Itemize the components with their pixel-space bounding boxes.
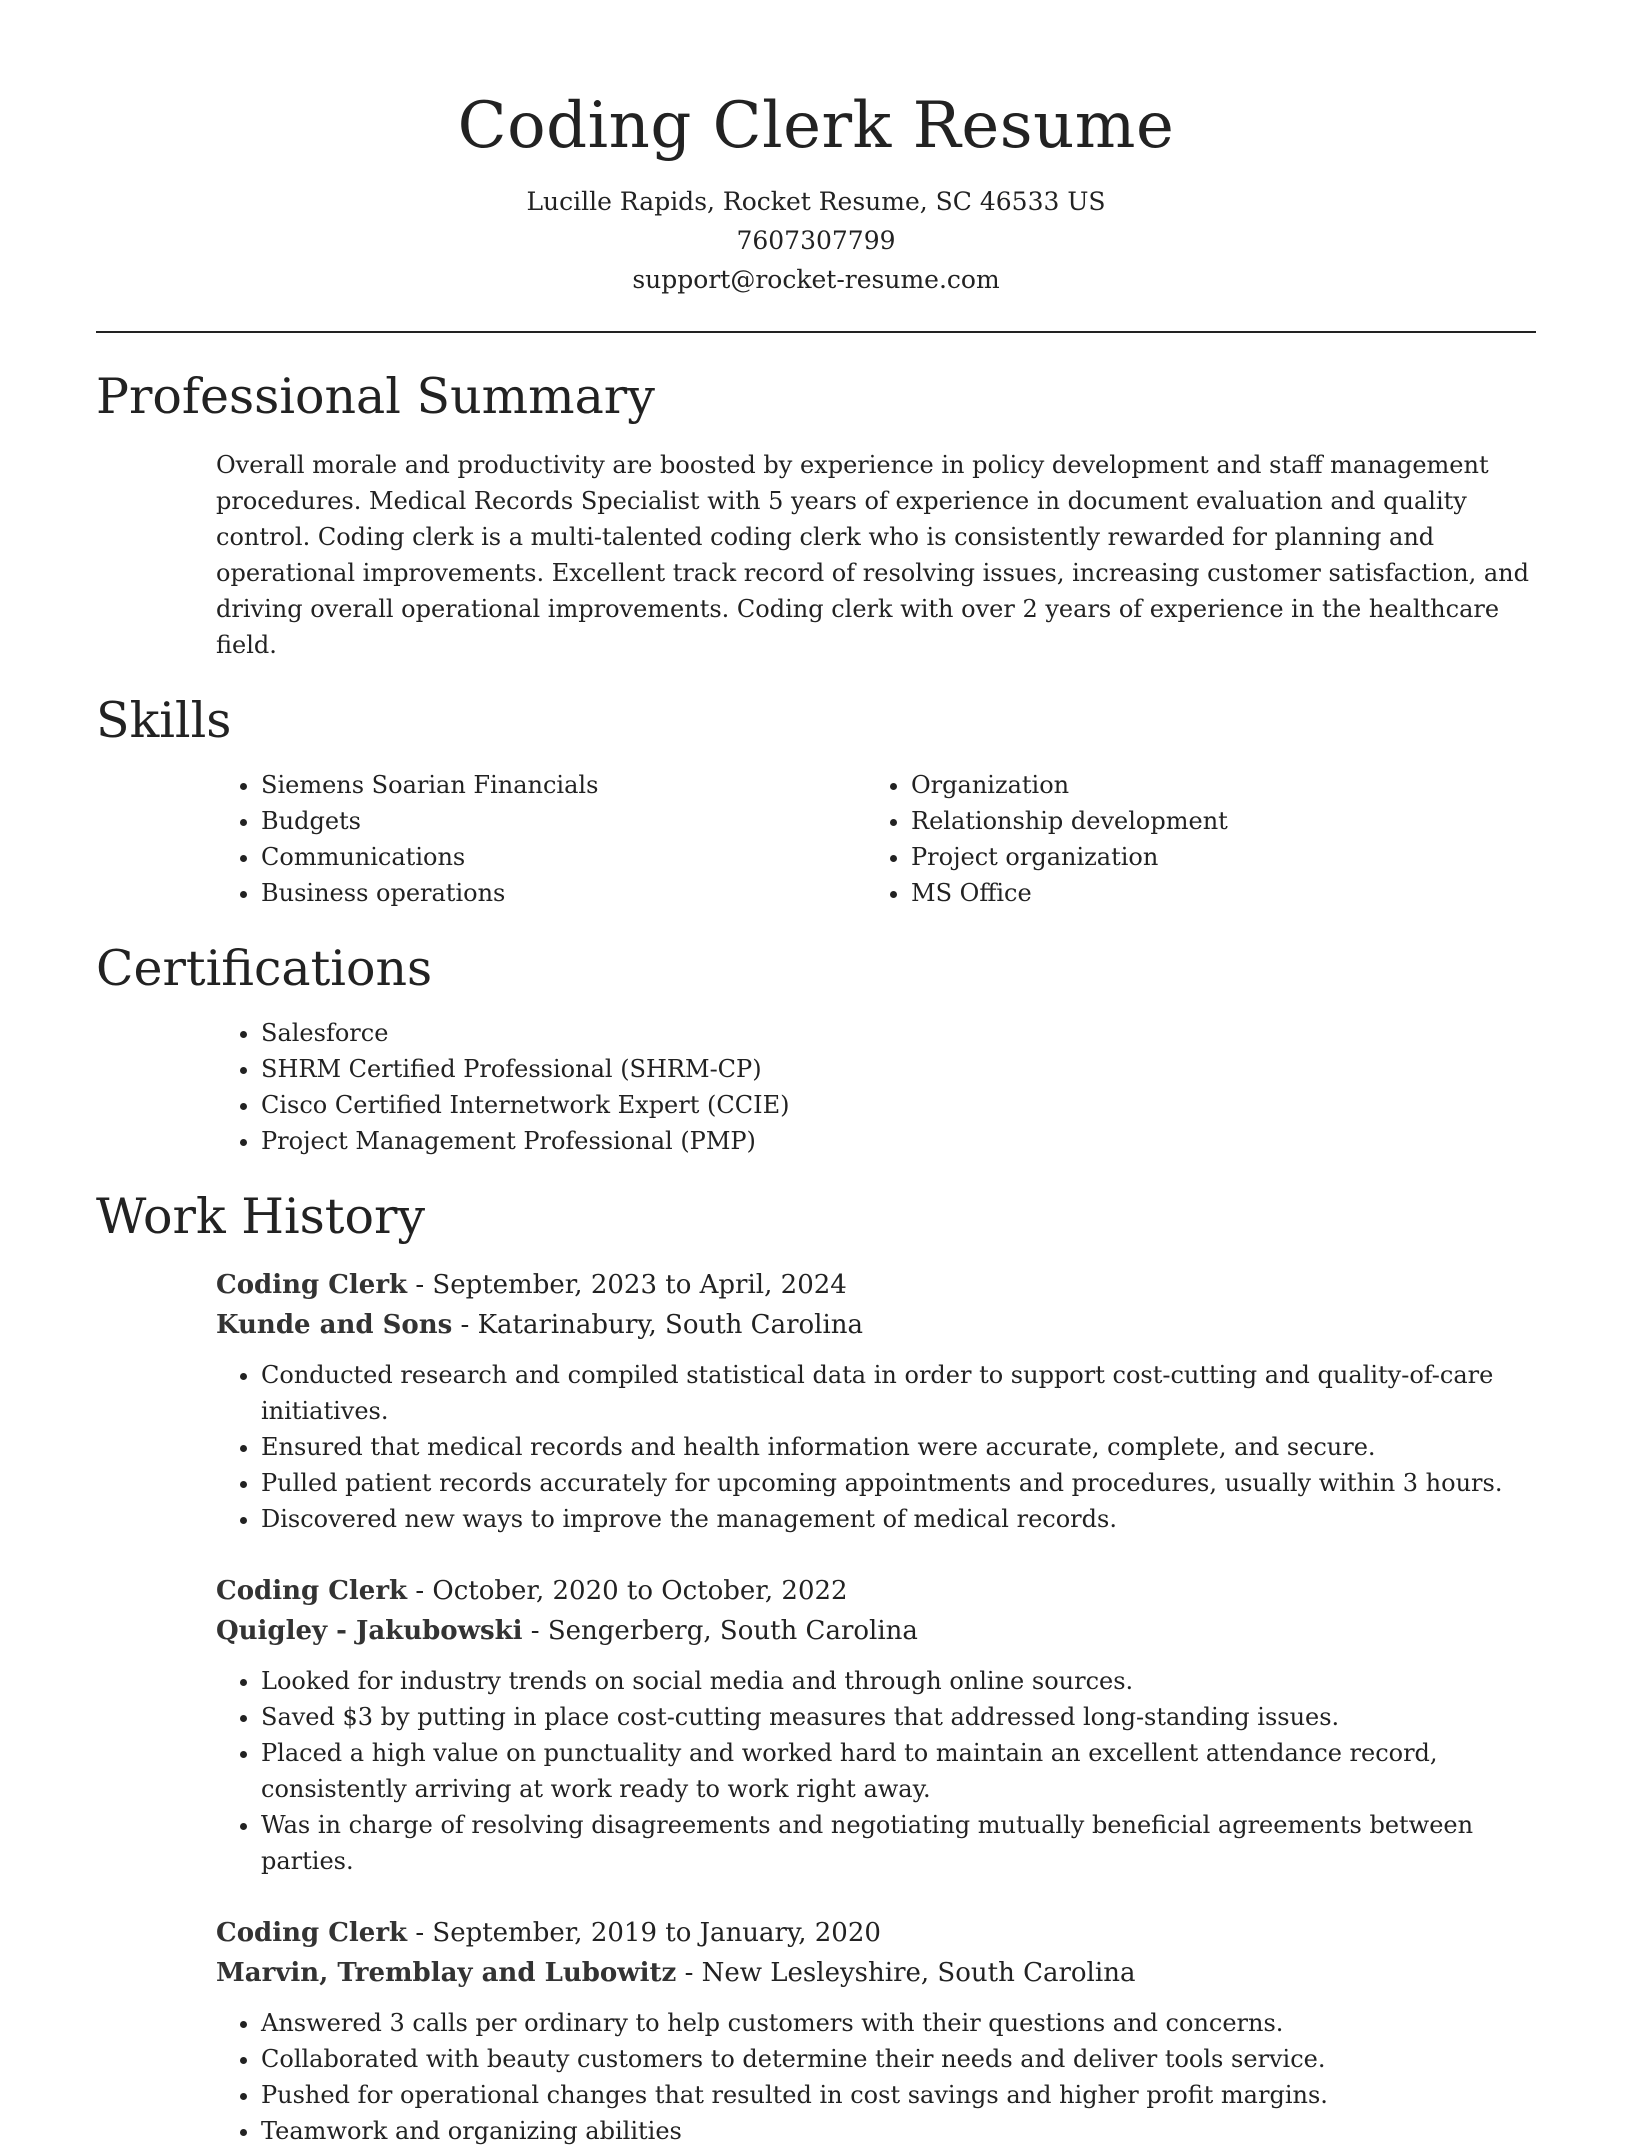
resume-header bbox=[96, 0, 1536, 299]
skill-item: • Organization bbox=[911, 767, 1516, 803]
job-bullet: • Pulled patient records accurately for upcoming appointments and procedures, usually within 3 hours. bbox=[261, 1465, 1536, 1501]
header-divider bbox=[96, 331, 1536, 333]
skill-item: • MS Office bbox=[911, 875, 1516, 911]
job-role-line bbox=[216, 1913, 1536, 1953]
skill-item: • Siemens Soarian Financials bbox=[261, 767, 866, 803]
skill-item: • Business operations bbox=[261, 875, 866, 911]
resume-page bbox=[96, 0, 1536, 2145]
work-history-heading: Work History bbox=[96, 1188, 426, 1245]
skill-item: • Project organization bbox=[911, 839, 1516, 875]
job-company: Quigley - Jakubowski bbox=[216, 1616, 523, 1646]
job-bullet: • Teamwork and organizing abilities bbox=[261, 2113, 1536, 2149]
job-location: - Katarinabury, South Carolina bbox=[452, 1310, 864, 1340]
contact-phone: 7607307799 bbox=[736, 226, 896, 255]
certification-item: • SHRM Certified Professional (SHRM-CP) bbox=[261, 1051, 1536, 1087]
job-bullet: • Answered 3 calls per ordinary to help customers with their questions and concerns. bbox=[261, 2005, 1536, 2041]
job-bullet: • Was in charge of resolving disagreements and negotiating mutually beneficial agreements between parties. bbox=[261, 1807, 1536, 1879]
job-entry bbox=[216, 1265, 1536, 1537]
job-dates: - October, 2020 to October, 2022 bbox=[407, 1576, 848, 1606]
skills-list-left bbox=[216, 767, 866, 911]
job-company-line bbox=[216, 1611, 1536, 1651]
contact-email: support@rocket-resume.com bbox=[632, 265, 1000, 294]
certifications-block bbox=[216, 1015, 1536, 1159]
job-bullet: • Discovered new ways to improve the management of medical records. bbox=[261, 1501, 1536, 1537]
job-bullet: • Ensured that medical records and health information were accurate, complete, and secure. bbox=[261, 1429, 1536, 1465]
job-company: Kunde and Sons bbox=[216, 1310, 453, 1340]
certification-item: • Salesforce bbox=[261, 1015, 1536, 1051]
job-location: - Sengerberg, South Carolina bbox=[522, 1616, 918, 1646]
certifications-list bbox=[216, 1015, 1536, 1159]
job-bullets bbox=[216, 1357, 1536, 1537]
job-role: Coding Clerk bbox=[216, 1918, 408, 1948]
skills-heading: Skills bbox=[96, 692, 232, 749]
job-bullet: • Looked for industry trends on social media and through online sources. bbox=[261, 1663, 1536, 1699]
skills-columns bbox=[216, 767, 1536, 911]
summary-heading: Professional Summary bbox=[96, 368, 655, 425]
job-bullet: • Saved $3 by putting in place cost-cutting measures that addressed long-standing issues. bbox=[261, 1699, 1536, 1735]
job-company: Marvin, Tremblay and Lubowitz bbox=[216, 1958, 677, 1988]
resume-title: Coding Clerk Resume bbox=[457, 89, 1175, 163]
job-location: - New Lesleyshire, South Carolina bbox=[676, 1958, 1136, 1988]
job-bullet: • Collaborated with beauty customers to determine their needs and deliver tools service. bbox=[261, 2041, 1536, 2077]
job-bullets bbox=[216, 1663, 1536, 1879]
skill-item: • Budgets bbox=[261, 803, 866, 839]
job-bullet: • Pushed for operational changes that resulted in cost savings and higher profit margins. bbox=[261, 2077, 1536, 2113]
job-dates: - September, 2019 to January, 2020 bbox=[407, 1918, 881, 1948]
contact-address: Lucille Rapids, Rocket Resume, SC 46533 US bbox=[526, 187, 1106, 216]
job-dates: - September, 2023 to April, 2024 bbox=[407, 1270, 847, 1300]
job-role-line bbox=[216, 1265, 1536, 1305]
job-bullets bbox=[216, 2005, 1536, 2149]
job-role: Coding Clerk bbox=[216, 1576, 408, 1606]
skill-item: • Communications bbox=[261, 839, 866, 875]
skill-item: • Relationship development bbox=[911, 803, 1516, 839]
certifications-heading: Certifications bbox=[96, 940, 433, 997]
job-bullet: • Placed a high value on punctuality and worked hard to maintain an excellent attendance record, consistently arriving at work ready to work right away. bbox=[261, 1735, 1536, 1807]
contact-block bbox=[96, 182, 1536, 299]
job-company-line bbox=[216, 1305, 1536, 1345]
job-company-line bbox=[216, 1953, 1536, 1993]
certification-item: • Project Management Professional (PMP) bbox=[261, 1123, 1536, 1159]
job-entry bbox=[216, 1913, 1536, 2149]
job-entry bbox=[216, 1571, 1536, 1879]
certification-item: • Cisco Certified Internetwork Expert (CCIE) bbox=[261, 1087, 1536, 1123]
skills-list-right bbox=[866, 767, 1516, 911]
summary-text: Overall morale and productivity are boosted by experience in policy development and staff management procedures. Medical Records Specialist with 5 years of experience in document evaluation and quality control. Coding clerk is a multi-talented coding clerk who is consistently rewarded for planning and operational improvements. Excellent track record of resolving issues, increasing customer satisfaction, and driving overall operational improvements. Coding clerk with over 2 years of experience in the healthcare field. bbox=[216, 451, 1529, 659]
job-role: Coding Clerk bbox=[216, 1270, 408, 1300]
job-bullet: • Conducted research and compiled statistical data in order to support cost-cutting and quality-of-care initiatives. bbox=[261, 1357, 1536, 1429]
job-role-line bbox=[216, 1571, 1536, 1611]
